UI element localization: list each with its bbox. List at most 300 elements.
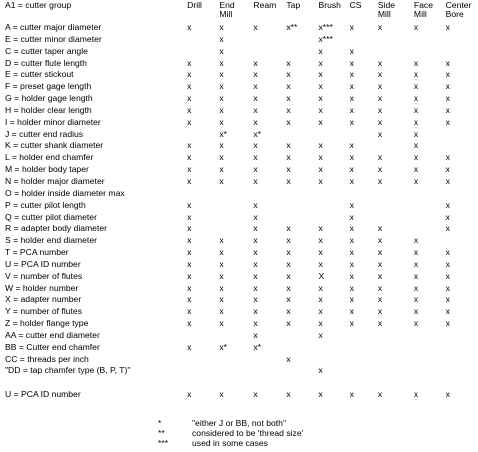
applicability-cell <box>318 342 349 354</box>
table-row <box>5 283 478 295</box>
applicability-cell: x <box>187 104 192 115</box>
applicability-cell: x <box>349 235 354 246</box>
parameter-label: "DD = tap chamfer type (B, P, T)" <box>5 365 131 376</box>
col-header-center-bore: Center <box>445 0 472 10</box>
applicability-cell <box>187 354 219 366</box>
table-row <box>5 212 478 224</box>
applicability-cell <box>253 46 286 58</box>
applicability-cell: x <box>286 258 291 269</box>
applicability-cell: x <box>187 116 192 127</box>
applicability-cell: x <box>318 247 323 258</box>
applicability-cell: x <box>318 104 323 115</box>
applicability-cell <box>414 365 446 377</box>
applicability-cell: x <box>377 57 383 68</box>
table-row <box>5 69 478 81</box>
applicability-cell <box>350 188 378 200</box>
applicability-cell: x <box>413 306 419 317</box>
applicability-cell: x <box>445 223 450 234</box>
applicability-cell: x <box>286 140 291 151</box>
applicability-cell <box>414 200 446 212</box>
applicability-cell: x <box>413 164 419 175</box>
applicability-cell <box>286 212 318 224</box>
header-row-2 <box>5 10 478 22</box>
table-row <box>5 259 478 271</box>
applicability-cell <box>253 354 286 366</box>
applicability-cell <box>350 34 378 46</box>
applicability-cell: x <box>286 152 291 163</box>
applicability-cell: x <box>219 22 224 32</box>
applicability-cell <box>414 342 446 354</box>
applicability-cell: x <box>286 247 291 258</box>
table-row <box>5 81 478 93</box>
applicability-cell: x <box>253 199 258 210</box>
applicability-cell <box>446 365 478 377</box>
table-row <box>5 164 478 176</box>
applicability-cell: x <box>219 389 224 400</box>
applicability-cell: x <box>413 282 419 293</box>
applicability-cell: x <box>413 318 419 329</box>
applicability-cell: x <box>445 164 450 175</box>
applicability-cell: x <box>318 282 323 293</box>
header-row-1 <box>5 0 478 10</box>
applicability-cell <box>219 188 253 200</box>
applicability-cell: x <box>187 175 192 186</box>
parameter-label: P = cutter pilot length <box>5 199 86 210</box>
applicability-cell: x <box>219 45 224 56</box>
applicability-cell <box>286 46 318 58</box>
table-row <box>5 318 478 330</box>
applicability-cell <box>286 34 318 46</box>
col-header-side-mill-2: Mill <box>377 9 391 19</box>
applicability-cell: x <box>187 318 192 329</box>
applicability-cell <box>219 212 253 224</box>
applicability-cell <box>187 46 219 58</box>
applicability-cell: x <box>286 389 291 400</box>
applicability-cell: x <box>286 93 291 104</box>
applicability-cell: x <box>377 294 383 305</box>
applicability-cell <box>414 34 446 46</box>
applicability-cell: x <box>286 57 291 68</box>
parameter-label: E = cutter stickout <box>5 69 74 80</box>
parameter-label: BB = Cutter end chamfer <box>5 341 100 352</box>
col-header-face-mill: Face <box>413 0 434 10</box>
footnote <box>158 439 303 449</box>
applicability-cell: x <box>253 164 258 175</box>
applicability-cell <box>286 342 318 354</box>
applicability-cell: x <box>445 152 450 163</box>
footnote-text: considered to be 'thread size' <box>192 427 304 438</box>
applicability-cell: x <box>445 211 450 222</box>
applicability-cell: x <box>187 282 192 293</box>
applicability-cell: x <box>187 341 192 352</box>
table-row <box>5 46 478 58</box>
applicability-cell: x <box>286 81 291 92</box>
footnote-text: "either J or BB, not both" <box>192 418 286 428</box>
table-row <box>5 294 478 306</box>
applicability-cell: x <box>349 140 354 151</box>
parameter-label: G = holder gage length <box>5 93 93 104</box>
applicability-cell <box>286 129 318 141</box>
table-row <box>5 117 478 129</box>
applicability-cell: x <box>445 57 450 68</box>
applicability-cell: x <box>219 140 224 151</box>
applicability-cell: x <box>349 81 354 92</box>
applicability-cell: x <box>219 116 224 127</box>
applicability-cell: x <box>187 164 192 175</box>
applicability-cell: x <box>445 116 450 127</box>
applicability-cell: x <box>219 258 224 269</box>
table-row <box>5 22 478 34</box>
col-header-cs: CS <box>349 0 362 10</box>
applicability-cell: x <box>318 164 323 175</box>
applicability-cell: x <box>377 104 383 115</box>
applicability-cell: x <box>253 116 258 127</box>
applicability-cell <box>446 129 478 141</box>
applicability-cell <box>350 129 378 141</box>
col-header-ream: Ream <box>253 0 277 10</box>
applicability-cell: x <box>349 211 354 222</box>
applicability-cell: x <box>219 247 224 258</box>
col-header-face-mill-2: Mill <box>413 9 427 19</box>
applicability-cell <box>187 34 219 46</box>
applicability-cell: x <box>377 69 383 80</box>
applicability-cell: x <box>377 116 383 127</box>
applicability-cell: x <box>377 247 383 258</box>
applicability-cell <box>219 365 253 377</box>
applicability-cell: x <box>219 294 224 305</box>
applicability-cell: x <box>187 81 192 92</box>
applicability-cell: x <box>253 211 258 222</box>
applicability-cell: x <box>349 116 354 127</box>
applicability-cell <box>350 342 378 354</box>
applicability-cell <box>446 46 478 58</box>
applicability-cell: x <box>219 93 224 104</box>
applicability-cell: x <box>187 306 192 317</box>
applicability-cell: x <box>219 270 224 281</box>
applicability-cell <box>318 129 349 141</box>
applicability-cell <box>414 46 446 58</box>
applicability-cell <box>378 200 414 212</box>
applicability-cell: x <box>377 306 383 317</box>
parameter-label: R = adapter body diameter <box>5 223 107 234</box>
applicability-cell: x <box>377 389 383 400</box>
applicability-cell: x <box>318 318 323 329</box>
applicability-cell: x <box>187 22 192 32</box>
applicability-cell: x <box>253 175 258 186</box>
applicability-cell: x <box>349 69 354 80</box>
applicability-cell: x <box>318 152 323 163</box>
applicability-cell: x <box>413 57 419 68</box>
applicability-cell: x <box>187 69 192 80</box>
applicability-cell: x** <box>286 22 298 32</box>
applicability-cell: x <box>253 104 258 115</box>
applicability-cell <box>414 188 446 200</box>
applicability-cell <box>378 46 414 58</box>
applicability-cell <box>446 235 478 247</box>
applicability-cell: x <box>318 306 323 317</box>
applicability-cell: x <box>349 306 354 317</box>
applicability-cell <box>318 354 349 366</box>
applicability-cell: x <box>187 247 192 258</box>
applicability-cell: x <box>253 294 258 305</box>
applicability-cell: x <box>253 152 258 163</box>
parameter-label: V = number of flutes <box>5 270 83 281</box>
applicability-cell: x <box>349 22 354 32</box>
applicability-cell: x <box>377 152 383 163</box>
applicability-cell: x <box>377 270 383 281</box>
applicability-cell: x <box>349 175 354 186</box>
applicability-cell: x <box>286 164 291 175</box>
applicability-cell: x <box>445 247 450 258</box>
applicability-cell: x <box>349 258 354 269</box>
applicability-cell: x <box>286 116 291 127</box>
applicability-cell: x <box>349 164 354 175</box>
applicability-cell: x <box>445 93 450 104</box>
applicability-cell: x <box>349 45 354 56</box>
applicability-cell: x <box>377 175 383 186</box>
spacer-row <box>5 377 478 389</box>
applicability-cell: x <box>219 57 224 68</box>
applicability-cell: x <box>377 22 383 32</box>
applicability-cell <box>414 354 446 366</box>
applicability-cell: x <box>318 175 323 186</box>
applicability-cell <box>446 34 478 46</box>
table-row <box>5 235 478 247</box>
applicability-cell: x <box>318 140 323 151</box>
parameter-label: Q = cutter pilot diameter <box>5 211 97 222</box>
table-row <box>5 247 478 259</box>
table-row <box>5 330 478 342</box>
applicability-cell: x <box>445 22 450 32</box>
applicability-cell: x <box>318 81 323 92</box>
applicability-cell: x <box>445 175 450 186</box>
parameter-label: CC = threads per inch <box>5 353 89 364</box>
applicability-cell: x <box>349 57 354 68</box>
applicability-cell: x <box>413 389 419 400</box>
applicability-cell: X <box>318 270 325 281</box>
applicability-cell: x <box>318 235 323 246</box>
applicability-cell: x <box>318 329 323 340</box>
applicability-cell: x <box>253 247 258 258</box>
applicability-cell: x <box>413 140 419 151</box>
applicability-cell <box>350 354 378 366</box>
parameter-label: A = cutter major diameter <box>5 22 102 32</box>
applicability-cell: x <box>286 294 291 305</box>
parameter-label: I = holder minor diameter <box>5 116 101 127</box>
applicability-cell: x <box>349 389 354 400</box>
footnote-symbol: * <box>158 418 162 428</box>
applicability-cell: x <box>253 282 258 293</box>
applicability-cell <box>446 330 478 342</box>
parameter-label: S = holder end diameter <box>5 235 97 246</box>
applicability-cell: x <box>377 128 383 139</box>
table-row <box>5 105 478 117</box>
parameter-label: D = cutter flute length <box>5 57 87 68</box>
table-row <box>5 200 478 212</box>
applicability-cell <box>187 330 219 342</box>
applicability-cell: x <box>413 294 419 305</box>
applicability-cell: x <box>286 175 291 186</box>
parameter-label: F = preset gage length <box>5 81 92 92</box>
applicability-cell <box>253 188 286 200</box>
applicability-cell: x <box>413 104 419 115</box>
applicability-cell: x <box>445 294 450 305</box>
table-body <box>5 22 478 401</box>
parameter-label: K = cutter shank diameter <box>5 140 104 151</box>
col-header-end-mill: End <box>219 0 235 10</box>
table-row <box>5 306 478 318</box>
applicability-cell: x* <box>253 128 262 139</box>
applicability-cell: x <box>445 69 450 80</box>
table-row <box>5 152 478 164</box>
applicability-cell <box>378 330 414 342</box>
applicability-cell <box>187 365 219 377</box>
applicability-cell: x <box>253 306 258 317</box>
applicability-cell: x <box>349 282 354 293</box>
applicability-cell <box>378 212 414 224</box>
applicability-cell: x <box>377 93 383 104</box>
table-row <box>5 58 478 70</box>
applicability-cell: x <box>318 93 323 104</box>
applicability-cell: x <box>253 235 258 246</box>
table-row <box>5 129 478 141</box>
applicability-cell: x <box>349 199 354 210</box>
applicability-cell: x <box>318 223 323 234</box>
applicability-cell: x <box>286 69 291 80</box>
table-row <box>5 271 478 283</box>
applicability-cell: x <box>413 247 419 258</box>
applicability-cell: x <box>253 258 258 269</box>
applicability-cell: x*** <box>318 33 333 44</box>
applicability-cell: x <box>318 294 323 305</box>
applicability-cell <box>219 354 253 366</box>
applicability-cell: x <box>253 223 258 234</box>
applicability-cell: x <box>413 235 419 246</box>
applicability-cell: x <box>187 389 192 400</box>
applicability-cell: x <box>253 270 258 281</box>
applicability-cell <box>446 354 478 366</box>
applicability-cell: x <box>187 258 192 269</box>
applicability-cell: x <box>413 128 419 139</box>
applicability-cell: x <box>413 116 419 127</box>
applicability-cell: x <box>187 270 192 281</box>
applicability-cell: x <box>253 329 258 340</box>
applicability-cell: x <box>413 93 419 104</box>
applicability-cell: x <box>445 199 450 210</box>
applicability-cell: x <box>377 81 383 92</box>
applicability-cell: x <box>413 152 419 163</box>
applicability-cell: x <box>286 282 291 293</box>
table-row <box>5 176 478 188</box>
applicability-cell: x <box>219 306 224 317</box>
table-row <box>5 188 478 200</box>
table-row <box>5 93 478 105</box>
applicability-cell: x <box>318 69 323 80</box>
applicability-cell: x <box>253 318 258 329</box>
applicability-cell <box>350 330 378 342</box>
applicability-cell <box>286 365 318 377</box>
applicability-cell: x <box>445 282 450 293</box>
applicability-cell: x <box>318 258 323 269</box>
footnote-symbol: ** <box>158 427 165 438</box>
applicability-cell <box>414 223 446 235</box>
col-header-brush: Brush <box>318 0 341 10</box>
applicability-cell: x <box>318 45 323 56</box>
applicability-cell: x <box>349 247 354 258</box>
applicability-cell: x <box>413 175 419 186</box>
applicability-cell <box>187 129 219 141</box>
applicability-cell <box>378 140 414 152</box>
applicability-cell <box>318 200 349 212</box>
applicability-cell: x <box>219 164 224 175</box>
parameter-label: X = adapter number <box>5 294 82 305</box>
applicability-cell: x <box>318 57 323 68</box>
col-header-side-mill: Side <box>377 0 396 10</box>
cutter-parameter-table <box>5 0 478 401</box>
table-row <box>5 223 478 235</box>
applicability-cell: x <box>219 33 224 44</box>
parameter-label: Y = number of flutes <box>5 306 82 317</box>
applicability-cell: x <box>349 152 354 163</box>
applicability-cell: x <box>445 306 450 317</box>
applicability-cell: x <box>349 93 354 104</box>
applicability-cell <box>414 212 446 224</box>
applicability-cell: x <box>349 318 354 329</box>
applicability-cell: x <box>219 175 224 186</box>
group-header: A1 = cutter group <box>5 0 72 10</box>
applicability-cell: x <box>187 140 192 151</box>
table-row <box>5 365 478 377</box>
applicability-cell <box>318 188 349 200</box>
applicability-cell <box>378 342 414 354</box>
applicability-cell: x <box>219 69 224 80</box>
applicability-cell <box>253 34 286 46</box>
parameter-label: E = cutter minor diameter <box>5 33 102 44</box>
applicability-cell: x <box>219 81 224 92</box>
applicability-cell: x <box>318 389 323 400</box>
applicability-cell: x <box>377 258 383 269</box>
parameter-label: J = cutter end radius <box>5 128 84 139</box>
applicability-cell: x <box>187 93 192 104</box>
applicability-cell: x <box>219 152 224 163</box>
applicability-cell <box>378 354 414 366</box>
applicability-cell: x <box>445 389 450 400</box>
applicability-cell: x <box>286 318 291 329</box>
applicability-cell <box>446 188 478 200</box>
applicability-cell <box>286 188 318 200</box>
parameter-label: M = holder body taper <box>5 164 89 175</box>
applicability-cell <box>318 212 349 224</box>
applicability-cell: x <box>349 104 354 115</box>
applicability-cell: x <box>413 81 419 92</box>
applicability-cell: x <box>445 258 450 269</box>
parameter-label: T = PCA number <box>5 247 69 258</box>
applicability-cell <box>446 140 478 152</box>
applicability-cell <box>446 342 478 354</box>
applicability-cell <box>414 330 446 342</box>
applicability-cell: x <box>349 294 354 305</box>
applicability-cell: x <box>377 164 383 175</box>
applicability-cell: x <box>413 270 419 281</box>
applicability-cell: x <box>349 270 354 281</box>
applicability-cell: x <box>219 235 224 246</box>
parameter-label: AA = cutter end diameter <box>5 329 100 340</box>
applicability-cell: x <box>286 270 291 281</box>
applicability-cell: x <box>187 294 192 305</box>
applicability-cell: x <box>219 104 224 115</box>
applicability-cell: x <box>187 199 192 210</box>
col-header-drill: Drill <box>187 0 202 10</box>
